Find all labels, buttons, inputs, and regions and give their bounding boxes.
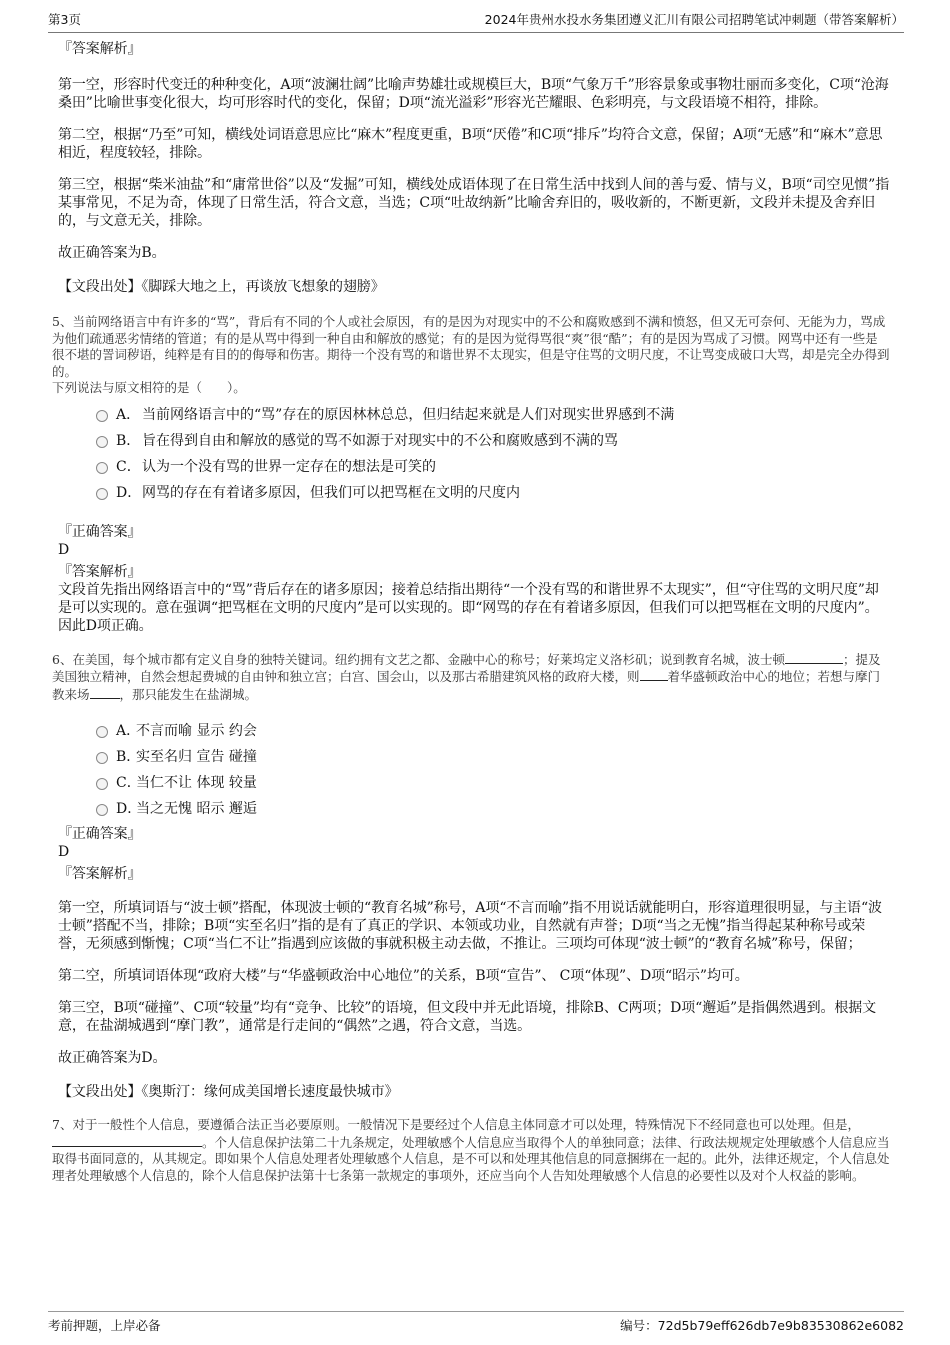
radio-icon[interactable] — [96, 726, 108, 738]
question-7-stem: 7、对于一般性个人信息，要遵循合法正当必要原则。一般情况下是要经过个人信息主体同意才可以处理，特殊情况下不经同意也可以处理。但是，。个人信息保护法第二十九条规定，处理敏感个人信息应当取得个人的单独同意；法律、行政法规规定处理敏感个人信息应当取得书面同意的，从其规定。即如果个人信息处理者处理敏感个人信息，是不可以和处理其他信息的同意捆绑在一起的。此外，法律还规定，个人信息处理者处理敏感个人信息的，除个人信息保护法第十七条第一款规定的事项外，还应当向个人告知处理敏感个人信息的必要性以及对个人权益的影响。 — [52, 1117, 890, 1183]
document-title: 2024年贵州水投水务集团遵义汇川有限公司招聘笔试冲刺题（带答案解析） — [484, 12, 904, 27]
radio-icon[interactable] — [96, 436, 108, 448]
option-d[interactable]: D． 当之无愧 昭示 邂逅 — [96, 795, 890, 821]
question-5-ask: 下列说法与原文相符的是（ ）。 — [52, 380, 246, 395]
document-id: 编号：72d5b79eff626db7e9b83530862e6082 — [620, 1318, 904, 1333]
radio-icon[interactable] — [96, 778, 108, 790]
analysis-paragraph: 第三空，B项“碰撞”、C项“较量”均有“竞争、比较”的语境，但文段中并无此语境，排除B、C两项；D项“邂逅”是指偶然遇到。根据文意，在盐湖城遇到“摩门教”，通常是行走间的“偶然”之遇，符合文意，当选。 — [58, 1000, 877, 1034]
page-footer — [48, 1311, 904, 1340]
analysis-label: 『答案解析』 — [58, 866, 142, 882]
analysis-label: 『答案解析』 — [58, 563, 142, 580]
option-b[interactable]: B． 旨在得到自由和解放的感觉的骂不如源于对现实中的不公和腐败感到不满的骂 — [96, 427, 890, 453]
analysis-paragraph: 第二空，根据“乃至”可知，横线处词语意思应比“麻木”程度更重，B项“厌倦”和C项“排斥”均符合文意，保留；A项“无感”和“麻木”意思相近，程度较轻，排除。 — [58, 127, 883, 161]
option-a[interactable]: A． 不言而喻 显示 约会 — [96, 717, 890, 743]
source: 【文段出处】《脚踩大地之上，再谈放飞想象的翅膀》 — [58, 279, 385, 295]
analysis-label: 『答案解析』 — [58, 41, 142, 57]
fill-blank — [785, 651, 843, 664]
analysis-paragraph: 第二空，所填词语体现“政府大楼”与“华盛顿政治中心地位”的关系，B项“宣告”、 C项“体现”、D项“昭示”均可。 — [58, 968, 749, 984]
page-number: 第3页 — [48, 12, 81, 27]
option-a[interactable]: A． 当前网络语言中的“骂”存在的原因林林总总，但归结起来就是人们对现实世界感到不满 — [96, 401, 890, 427]
option-d[interactable]: D． 网骂的存在有着诸多原因，但我们可以把骂框在文明的尺度内 — [96, 479, 890, 505]
answer-label: 『正确答案』 — [58, 523, 142, 540]
question-5-options — [58, 401, 890, 505]
source: 【文段出处】《奥斯汀：缘何成美国增长速度最快城市》 — [58, 1084, 399, 1100]
fill-blank — [90, 686, 120, 699]
conclusion: 故正确答案为D。 — [58, 1050, 167, 1066]
page-header — [48, 10, 904, 33]
radio-icon[interactable] — [96, 804, 108, 816]
question-6-stem: 6、在美国，每个城市都有定义自身的独特关键词。纽约拥有文艺之都、金融中心的称号；好莱坞定义洛杉矶；说到教育名城，波士顿 ；提及美国独立精神，自然会想起费城的自由钟和独立宫；白宫、国会山，以及那古希腊建筑风格的政府大楼，则 着华盛顿政治中心的地位；若想与摩门教来场 ，那只能发生在盐湖城。 — [52, 651, 881, 702]
option-b[interactable]: B． 实至名归 宣告 碰撞 — [96, 743, 890, 769]
radio-icon[interactable] — [96, 488, 108, 500]
question-5-stem: 5、当前网络语言中有许多的“骂”，背后有不同的个人或社会原因，有的是因为对现实中的不公和腐败感到不满和愤怒，但又无可奈何、无能为力，骂成为他们疏通恶劣情绪的管道；有的是从骂中得到一种自由和解放的感觉；有的是因为觉得骂很“爽”很“酷”；有的是因为骂成了习惯。网骂中还有一些是很不堪的詈词秽语，纯粹是有目的的侮辱和伤害。期待一个没有骂的和谐世界不太现实，但是守住骂的文明尺度，不让骂变成破口大骂，却是完全办得到的。 — [52, 314, 890, 379]
answer-value: D — [58, 541, 70, 558]
question-6-options — [58, 717, 890, 821]
fill-blank — [52, 1134, 202, 1147]
radio-icon[interactable] — [96, 752, 108, 764]
analysis-paragraph: 第一空，形容时代变迁的种种变化，A项“波澜壮阔”比喻声势雄壮或规模巨大，B项“气象万千”形容景象或事物壮丽而多变化，C项“沧海桑田”比喻世事变化很大，均可形容时代的变化，保留；D项“流光溢彩”形容光芒耀眼、色彩明亮，与文段语境不相符，排除。 — [58, 77, 889, 111]
analysis-paragraph: 文段首先指出网络语言中的“骂”背后存在的诸多原因；接着总结指出期待“一个没有骂的和谐世界不太现实”，但“守住骂的文明尺度”却是可以实现的。意在强调“把骂框在文明的尺度内”是可以实现的。即“网骂的存在有着诸多原因，但我们可以把骂框在文明的尺度内”。因此D项正确。 — [58, 581, 879, 634]
footer-slogan: 考前押题，上岸必备 — [48, 1318, 161, 1333]
conclusion: 故正确答案为B。 — [58, 245, 166, 261]
analysis-paragraph: 第三空，根据“柴米油盐”和“庸常世俗”以及“发掘”可知，横线处成语体现了在日常生活中找到人间的善与爱、情与义，B项“司空见惯”指某事常见，不足为奇，体现了日常生活，符合文意，当选；C项“吐故纳新”比喻舍弃旧的，吸收新的，不断更新，文段并未提及舍弃旧的，与文意无关，排除。 — [58, 177, 890, 229]
option-c[interactable]: C． 当仁不让 体现 较量 — [96, 769, 890, 795]
answer-value: D — [58, 844, 70, 860]
analysis-paragraph: 第一空，所填词语与“波士顿”搭配，体现波士顿的“教育名城”称号，A项“不言而喻”指不用说话就能明白，形容道理很明显，与主语“波士顿”搭配不当，排除；B项“实至名归”指的是有了真正的学识、本领或功业，自然就有声誉；D项“当之无愧”指当得起某种称号或荣誉，无须感到惭愧；C项“当仁不让”指遇到应该做的事就积极主动去做，不推让。三项均可体现“波士顿”的“教育名城”称号，保留； — [58, 900, 882, 952]
radio-icon[interactable] — [96, 410, 108, 422]
answer-label: 『正确答案』 — [58, 826, 142, 842]
radio-icon[interactable] — [96, 462, 108, 474]
document-body — [52, 40, 890, 1184]
option-c[interactable]: C． 认为一个没有骂的世界一定存在的想法是可笑的 — [96, 453, 890, 479]
fill-blank — [640, 668, 668, 681]
